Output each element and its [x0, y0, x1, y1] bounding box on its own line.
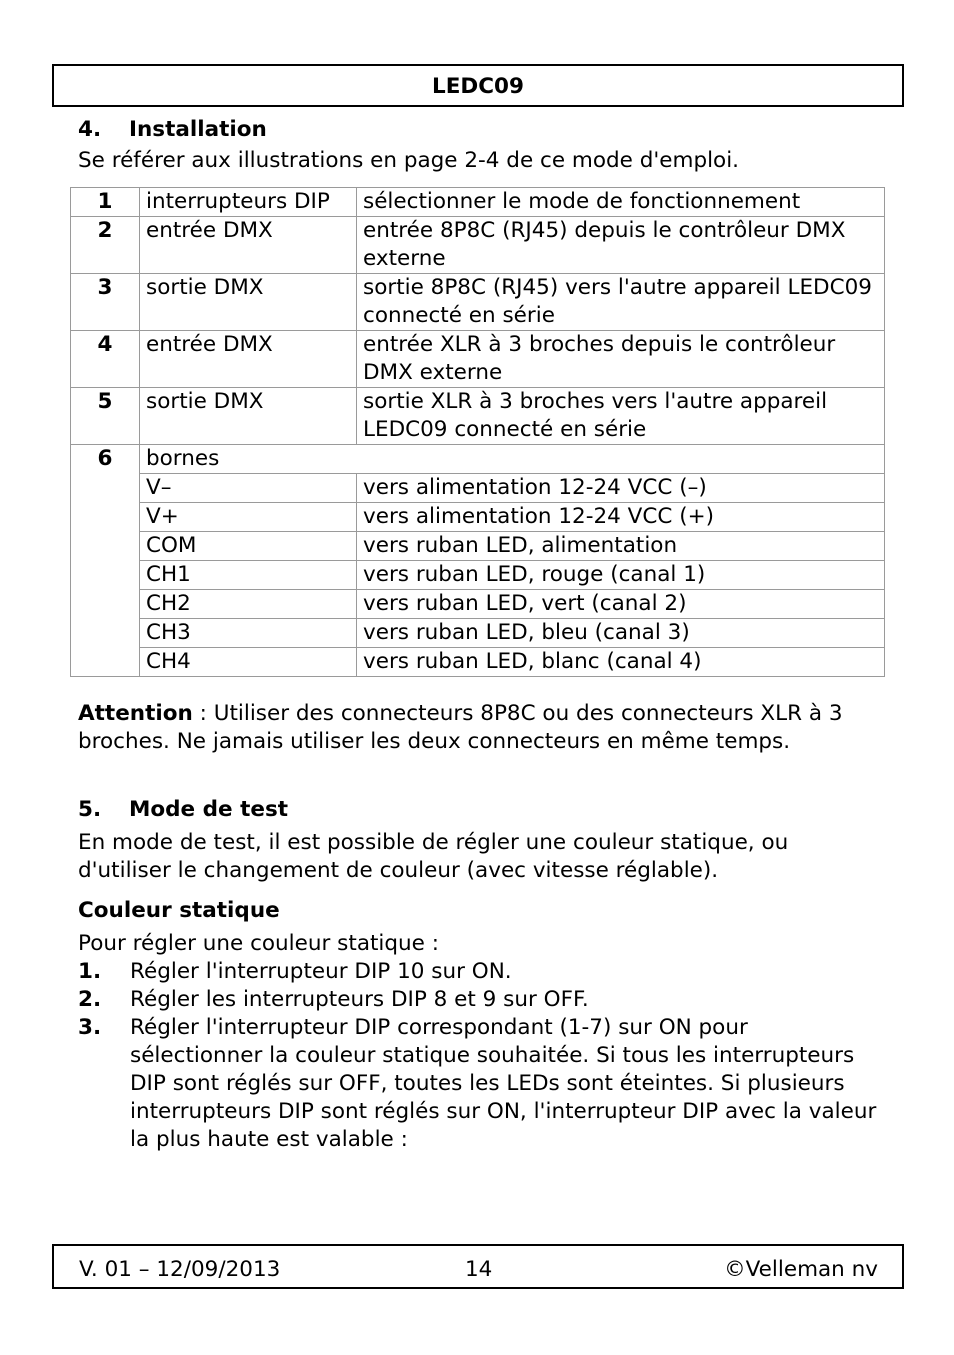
section-5-intro: En mode de test, il est possible de régler une couleur statique, ou d'utiliser le changement de couleur (avec vitesse réglable).: [78, 830, 789, 883]
step-number: 1.: [78, 959, 102, 984]
terminal-description: vers alimentation 12-24 VCC (–): [357, 474, 885, 503]
table-row: [71, 445, 885, 474]
terminal-row: [71, 503, 885, 532]
terminal-row: [71, 532, 885, 561]
step-text: Régler l'interrupteur DIP 10 sur ON.: [130, 959, 512, 984]
section-4-intro: Se référer aux illustrations en page 2-4 de ce mode d'emploi.: [78, 148, 740, 173]
terminal-name: COM: [140, 532, 357, 561]
step-text: Régler les interrupteurs DIP 8 et 9 sur OFF.: [130, 987, 589, 1012]
table-row: [71, 274, 885, 331]
static-color-heading: Couleur statique: [78, 898, 280, 923]
row-name: entrée DMX: [140, 217, 357, 274]
terminal-row: [71, 561, 885, 590]
terminal-name: CH4: [140, 648, 357, 677]
row-number: 1: [71, 188, 140, 217]
installation-table: [70, 187, 885, 677]
attention-note: [78, 700, 878, 756]
row-name: sortie DMX: [140, 274, 357, 331]
terminals-title: bornes: [140, 445, 885, 474]
section-5-title: Mode de test: [129, 797, 289, 822]
header-title: LEDC09: [432, 74, 524, 99]
static-color-intro: Pour régler une couleur statique :: [78, 931, 439, 956]
section-4-heading: [78, 117, 267, 142]
page-header: [52, 64, 904, 107]
list-item: [78, 986, 878, 1014]
row-description: entrée XLR à 3 broches depuis le contrôleur DMX externe: [357, 331, 885, 388]
row-number: 5: [71, 388, 140, 445]
row-name: interrupteurs DIP: [140, 188, 357, 217]
terminal-row: [71, 619, 885, 648]
section-4-title: Installation: [129, 117, 267, 142]
step-number: 3.: [78, 1015, 102, 1040]
footer-version: V. 01 – 12/09/2013: [79, 1257, 281, 1282]
row-description: entrée 8P8C (RJ45) depuis le contrôleur DMX externe: [357, 217, 885, 274]
footer-copyright: ©Velleman nv: [724, 1257, 878, 1282]
row-number: 2: [71, 217, 140, 274]
terminal-description: vers ruban LED, vert (canal 2): [357, 590, 885, 619]
section-5-heading: [78, 797, 288, 822]
table-row: [71, 388, 885, 445]
row-number: 6: [71, 445, 140, 677]
row-description: sortie 8P8C (RJ45) vers l'autre appareil LEDC09 connecté en série: [357, 274, 885, 331]
row-name: entrée DMX: [140, 331, 357, 388]
terminal-row: [71, 590, 885, 619]
table-row: [71, 217, 885, 274]
terminal-row: [71, 648, 885, 677]
page-footer: [52, 1244, 904, 1289]
row-number: 3: [71, 274, 140, 331]
static-color-steps: [78, 958, 878, 1154]
list-item: [78, 958, 878, 986]
list-item: [78, 1014, 878, 1154]
row-number: 4: [71, 331, 140, 388]
terminal-name: CH1: [140, 561, 357, 590]
terminal-name: V+: [140, 503, 357, 532]
row-name: sortie DMX: [140, 388, 357, 445]
footer-page-number: 14: [465, 1257, 493, 1282]
row-description: sortie XLR à 3 broches vers l'autre appareil LEDC09 connecté en série: [357, 388, 885, 445]
terminal-name: CH2: [140, 590, 357, 619]
terminal-name: CH3: [140, 619, 357, 648]
terminal-row: [71, 474, 885, 503]
terminal-description: vers ruban LED, blanc (canal 4): [357, 648, 885, 677]
table-row: [71, 188, 885, 217]
terminal-description: vers alimentation 12-24 VCC (+): [357, 503, 885, 532]
section-4-number: 4.: [78, 117, 102, 142]
terminal-description: vers ruban LED, bleu (canal 3): [357, 619, 885, 648]
step-number: 2.: [78, 987, 102, 1012]
terminal-name: V–: [140, 474, 357, 503]
row-description: sélectionner le mode de fonctionnement: [357, 188, 885, 217]
attention-text: : Utiliser des connecteurs 8P8C ou des connecteurs XLR à 3 broches. Ne jamais utiliser les deux connecteurs en même temps.: [78, 701, 843, 754]
table-row: [71, 331, 885, 388]
attention-label: Attention: [78, 701, 193, 726]
step-text: Régler l'interrupteur DIP correspondant (1-7) sur ON pour sélectionner la couleur statique souhaitée. Si tous les interrupteurs DIP sont réglés sur OFF, toutes les LEDs sont éteintes. Si plusieurs interrupteurs DIP sont réglés sur ON, l'interrupteur DIP avec la valeur la plus haute est valable :: [130, 1015, 877, 1152]
terminal-description: vers ruban LED, alimentation: [357, 532, 885, 561]
section-5-number: 5.: [78, 797, 102, 822]
terminal-description: vers ruban LED, rouge (canal 1): [357, 561, 885, 590]
